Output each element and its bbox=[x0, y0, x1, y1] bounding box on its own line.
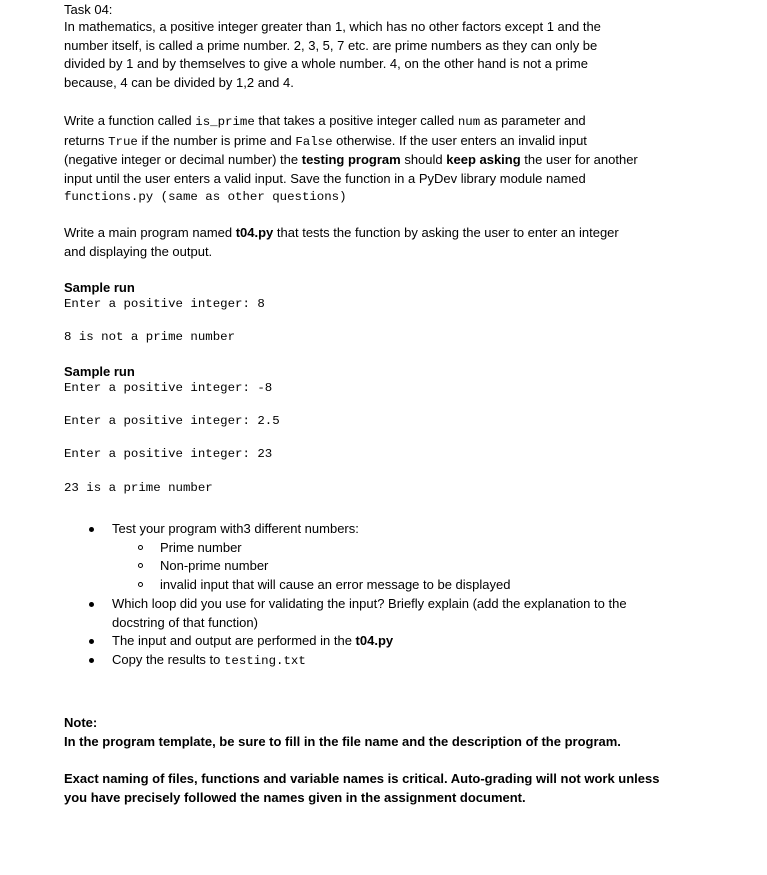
list-item-continuation bbox=[64, 614, 704, 633]
sub-list-item bbox=[64, 576, 704, 595]
module-name-code: functions.py (same as other questions) bbox=[64, 190, 347, 204]
function-name-code: is_prime bbox=[195, 115, 255, 129]
bold-keep-asking: keep asking bbox=[446, 152, 521, 167]
list-item bbox=[64, 651, 704, 671]
sub-item-text: invalid input that will cause an error message to be displayed bbox=[160, 576, 511, 592]
sample-io-line: Enter a positive integer: 8 bbox=[64, 297, 265, 311]
hollow-bullet-icon bbox=[138, 563, 143, 568]
sub-list-item bbox=[64, 557, 704, 576]
param-name-code: num bbox=[457, 115, 481, 129]
main-desc-line bbox=[64, 224, 619, 243]
text: that takes a positive integer called bbox=[254, 113, 458, 128]
sample-run-block bbox=[64, 280, 265, 345]
list-item bbox=[64, 595, 704, 614]
text: Write a main program named bbox=[64, 225, 236, 240]
text: should bbox=[400, 152, 447, 167]
function-desc-line: input until the user enters a valid input. Save the function in a PyDev library module named bbox=[64, 170, 586, 186]
text: The input and output are performed in the bbox=[112, 633, 356, 648]
function-description bbox=[64, 112, 638, 207]
text: the user for another bbox=[520, 152, 638, 167]
intro-line: divided by 1 and by themselves to give a whole number. 4, on the other hand is not a prime bbox=[64, 56, 588, 71]
intro-line: number itself, is called a prime number. 2, 3, 5, 7 etc. are prime numbers as they can only be bbox=[64, 37, 598, 53]
main-desc-line: and displaying the output. bbox=[64, 243, 213, 259]
text: that tests the function by asking the user to enter an integer bbox=[273, 225, 619, 240]
note-line: Exact naming of files, functions and variable names is critical. Auto-grading will not work unless bbox=[64, 771, 660, 786]
text: (negative integer or decimal number) the bbox=[64, 152, 302, 167]
note-section bbox=[64, 714, 659, 807]
hollow-bullet-icon bbox=[138, 545, 143, 550]
text: Copy the results to bbox=[112, 651, 224, 667]
sample-io-line: Enter a positive integer: 23 bbox=[64, 447, 273, 461]
main-program-description bbox=[64, 224, 619, 261]
main-file-name: t04.py bbox=[355, 633, 394, 648]
bold-testing-program: testing program bbox=[301, 152, 401, 167]
text: Write a function called bbox=[64, 113, 196, 128]
intro-line: In mathematics, a positive integer greater than 1, which has no other factors except 1 and the bbox=[64, 19, 601, 34]
text: returns bbox=[64, 132, 109, 148]
sub-item-text: Non-prime number bbox=[160, 558, 269, 573]
bullet-icon bbox=[89, 639, 94, 644]
list-item bbox=[64, 520, 704, 539]
sample-io-line: Enter a positive integer: -8 bbox=[64, 381, 273, 395]
bullet-icon bbox=[89, 658, 94, 663]
note-line: you have precisely followed the names given in the assignment document. bbox=[64, 789, 526, 805]
function-desc-line bbox=[64, 151, 638, 170]
list-item bbox=[64, 632, 704, 651]
task-title: Task 04: bbox=[64, 2, 113, 17]
sample-io-line: Enter a positive integer: 2.5 bbox=[64, 414, 280, 428]
hollow-bullet-icon bbox=[138, 582, 143, 587]
note-heading: Note: bbox=[64, 715, 98, 730]
function-desc-line bbox=[64, 112, 638, 132]
intro-line: because, 4 can be divided by 1,2 and 4. bbox=[64, 74, 294, 90]
text: otherwise. If the user enters an invalid input bbox=[332, 132, 587, 148]
main-file-name: t04.py bbox=[235, 225, 274, 240]
sample-io-line: 8 is not a prime number bbox=[64, 330, 236, 344]
requirements-list bbox=[64, 520, 704, 670]
list-item-text: docstring of that function) bbox=[112, 614, 258, 630]
function-desc-line bbox=[64, 132, 638, 152]
bullet-icon bbox=[89, 602, 94, 607]
sample-io-line: 23 is a prime number bbox=[64, 481, 213, 495]
intro-paragraph bbox=[64, 18, 601, 92]
sub-list-item bbox=[64, 539, 704, 558]
sub-item-text: Prime number bbox=[160, 539, 242, 555]
testing-file-code: testing.txt bbox=[224, 653, 306, 668]
note-line: In the program template, be sure to fill in the file name and the description of the program. bbox=[64, 733, 621, 749]
list-item-text: Which loop did you use for validating the input? Briefly explain (add the explanation to the bbox=[112, 596, 627, 611]
sample-run-block bbox=[64, 364, 280, 496]
true-code: True bbox=[108, 134, 138, 149]
bullet-icon bbox=[89, 527, 94, 532]
text: if the number is prime and bbox=[137, 132, 296, 148]
sample-run-label: Sample run bbox=[64, 364, 135, 379]
false-code: False bbox=[295, 134, 333, 149]
list-item-text: Test your program with3 different numbers: bbox=[112, 521, 359, 536]
sample-run-label: Sample run bbox=[64, 280, 135, 295]
text: as parameter and bbox=[480, 113, 586, 128]
